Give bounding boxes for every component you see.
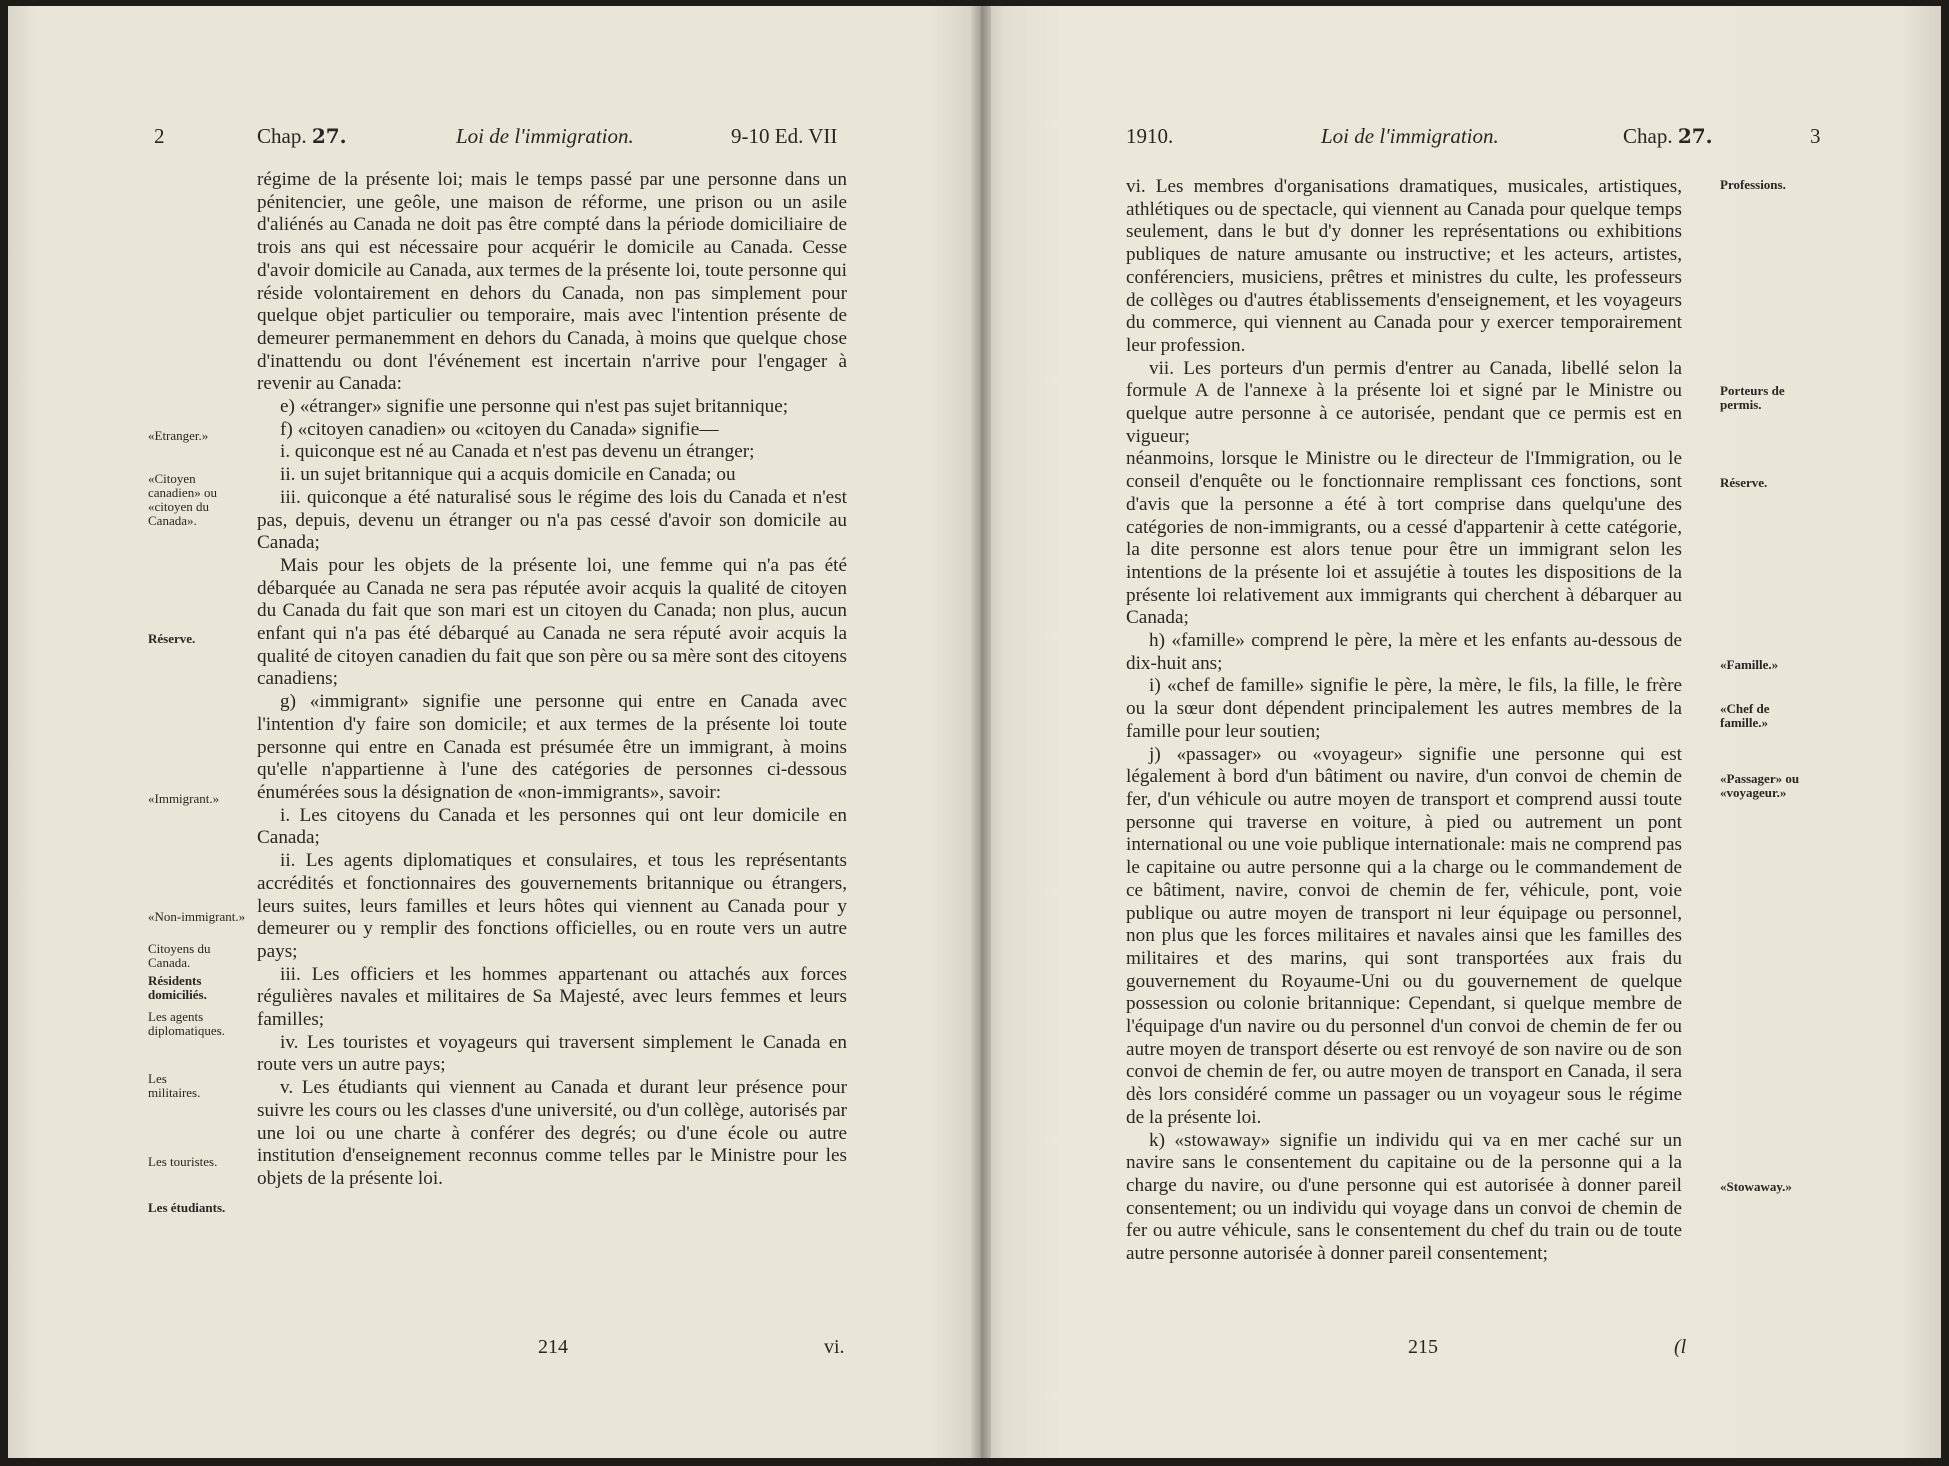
margin-note: «Passager» ou «voyageur.»	[1720, 771, 1800, 800]
catchword: vi.	[824, 1336, 845, 1358]
margin-note: Les agents diplomatiques.	[148, 1009, 225, 1038]
margin-note: Réserve.	[1720, 475, 1768, 490]
year-label: 1910.	[1126, 124, 1174, 148]
chapter-label: Chap. 27.	[257, 124, 347, 148]
paragraph: v. Les étudiants qui viennent au Canada et durant leur présence pour suivre les cours ou les classes d'une université, ou d'un collège, autorisés par une loi ou une charte à conférer des degrés; ou d'une école ou autre institution d'enseignement reconnus comme telles par le Ministre pour les objets de la présente loi.	[257, 1077, 847, 1189]
paragraph: ii. un sujet britannique qui a acquis domicile en Canada; ou	[280, 464, 736, 486]
chapter-label: Chap. 27.	[1623, 124, 1713, 148]
margin-note: «Immigrant.»	[148, 791, 220, 806]
paragraph: vi. Les membres d'organisations dramatiques, musicales, artistiques, athlétiques ou de spectacle, qui viennent au Canada pour quelque temps seulement, dans le but d'y donner les représentations ou exhibitions publiques de nature amusante ou instructive; et les acteurs, artistes, conférenciers, musiciens, prêtres et ministres du culte, les professeurs de collèges ou d'autres établissements d'enseignement, et les voyageurs du commerce, qui viennent au Canada pour y exercer temporairement leur profession.	[1126, 176, 1682, 356]
left-page	[8, 6, 980, 1458]
paragraph: Mais pour les objets de la présente loi, une femme qui n'a pas été débarquée au Canada ne sera pas réputée avoir acquis la qualité de citoyen du Canada du fait que son mari est un citoyen du Canada; non plus, aucun enfant qui n'a pas été débarqué au Canada ne sera réputé avoir acquis la qualité de citoyen canadien du fait que son père ou sa mère sont des citoyens canadiens;	[257, 554, 847, 690]
margin-note: «Famille.»	[1720, 657, 1779, 672]
edition-label: 9-10 Ed. VII	[731, 124, 838, 148]
right-page	[980, 6, 1941, 1458]
paragraph: régime de la présente loi; mais le temps passé par une personne dans un pénitencier, une geôle, une maison de réforme, une prison ou un asile d'aliénés au Canada ne doit pas être compté dans la période domiciliaire de trois ans qui est nécessaire pour acquérir le domicile au Canada. Cesse d'avoir domicile au Canada, aux termes de la présente loi, toute personne qui réside volontairement en dehors du Canada, non pas simplement pour quelque objet particulier ou temporaire, mais avec l'intention présente de demeurer permanemment en dehors du Canada, à moins que quelque chose d'inattendu ou dont l'événement est incertain n'arrive pour l'engager à revenir au Canada:	[257, 169, 847, 395]
paragraph: néanmoins, lorsque le Ministre ou le directeur de l'Immigration, ou le conseil d'enquête ou le fonctionnaire remplissant ces fonctions, sont d'avis que la personne a été à tort comprise dans quelqu'une des catégories de non-immigrants, ou a cessé d'appartenir à cette catégorie, la dite personne est alors tenue pour être un immigrant selon les intentions de la présente loi et assujétie à toutes les dispositions de la présente loi relativement aux immigrants qui cherchent à débarquer au Canada;	[1126, 448, 1682, 629]
book-gutter	[971, 6, 991, 1458]
paragraph: vii. Les porteurs d'un permis d'entrer au Canada, libellé selon la formule A de l'annexe à la présente loi et signé par le Ministre ou quelque autre personne à ce autorisée, pendant que ce permis est en vigueur;	[1126, 357, 1682, 447]
paragraph: e) «étranger» signifie une personne qui n'est pas sujet britannique;	[280, 396, 789, 418]
left-body-text	[257, 169, 847, 1191]
paragraph: iii. Les officiers et les hommes appartenant ou attachés aux forces régulières navales et militaires de Sa Majesté, avec leurs femmes et leurs familles;	[257, 963, 847, 1031]
margin-note: «Etranger.»	[148, 428, 209, 443]
page-number: 2	[154, 124, 165, 148]
paragraph: iii. quiconque a été naturalisé sous le régime des lois du Canada et n'est pas, depuis, devenu un étranger ou n'a pas cessé d'avoir son domicile au Canada;	[257, 486, 847, 554]
margin-note: Professions.	[1720, 177, 1786, 192]
paragraph: i. quiconque est né au Canada et n'est pas devenu un étranger;	[280, 441, 755, 463]
margin-note: Les touristes.	[148, 1154, 218, 1169]
page-reference: 215	[1408, 1336, 1438, 1358]
margin-note: Porteurs de permis.	[1720, 383, 1785, 412]
running-title: Loi de l'immigration.	[1321, 124, 1499, 148]
margin-note: Citoyens du Canada.	[148, 941, 211, 970]
paragraph: h) «famille» comprend le père, la mère et les enfants au-dessous de dix-huit ans;	[1126, 630, 1682, 674]
paragraph: j) «passager» ou «voyageur» signifie une personne qui est légalement à bord d'un bâtiment ou navire, d'un convoi de chemin de fer, d'un véhicule ou autre moyen de transport et comprend aussi toute personne qui traverse en voiture, à pied ou autrement un pont international ou une voie publique internationale: mais ne comprend pas le capitaine ou autre personne qui a la charge ou le commandement de ce bâtiment, navire, convoi de chemin de fer, véhicule, pont, voie publique ou autre moyen de transport ni leur équipage ou personnel, non plus que les forces militaires et navales ainsi que les familles des militaires et des marins, qui sont transportées aux frais du gouvernement du Royaume-Uni ou du gouvernement de quelque possession ou colonie britannique: Cependant, si quelque membre de l'équipage d'un navire ou du personnel d'un convoi de chemin de fer ou autre moyen de transport déserte ou est renvoyé de son navire ou de son convoi de chemin de fer, ou autre moyen de transport en Canada, il sera dès lors considéré comme un passager ou un voyageur sous le régime de la présente loi.	[1126, 743, 1682, 1128]
paragraph: ii. Les agents diplomatiques et consulaires, et tous les représentants accrédités et fonctionnaires des gouvernements britannique ou étrangers, leurs suites, leurs familles et leurs hôtes qui viennent au Canada pour y demeurer ou y remplir des fonctions officielles, ou en route vers un autre pays;	[257, 850, 847, 962]
margin-note: Résidents domiciliés.	[148, 973, 207, 1002]
margin-note: Réserve.	[148, 631, 196, 646]
page-reference: 214	[538, 1336, 568, 1358]
margin-note: «Non-immigrant.»	[148, 909, 246, 924]
margin-note: «Chef de famille.»	[1720, 701, 1770, 730]
right-body-text	[1126, 176, 1682, 1266]
catchword: (l	[1674, 1336, 1687, 1358]
margin-note: Les militaires.	[148, 1071, 201, 1100]
paragraph: f) «citoyen canadien» ou «citoyen du Canada» signifie—	[280, 418, 719, 440]
margin-note: «Citoyen canadien» ou «citoyen du Canada».	[148, 471, 217, 528]
running-title: Loi de l'immigration.	[456, 124, 634, 148]
paragraph: iv. Les touristes et voyageurs qui traversent simplement le Canada en route vers un autre pays;	[257, 1031, 847, 1076]
book-spread	[8, 6, 1941, 1458]
paragraph: g) «immigrant» signifie une personne qui entre en Canada avec l'intention d'y faire son domicile; et aux termes de la présente loi toute personne qui entre en Canada est présumée être un immigrant, à moins qu'elle n'appartienne à l'une des catégories de personnes ci-dessous énumérées sous la désignation de «non-immigrants», savoir:	[257, 691, 847, 803]
paragraph: k) «stowaway» signifie un individu qui va en mer caché sur un navire sans le consentement du capitaine ou de la personne qui a la charge du navire, ou d'une personne qui est autorisée à donner pareil consentement; ou un individu qui voyage dans un convoi de chemin de fer ou autre véhicule, sans le consentement du chef du train ou de toute autre personne autorisée à donner pareil consentement;	[1126, 1129, 1682, 1265]
margin-note: Les étudiants.	[148, 1200, 226, 1215]
paragraph: i. Les citoyens du Canada et les personnes qui ont leur domicile en Canada;	[257, 804, 847, 849]
paragraph: i) «chef de famille» signifie le père, la mère, le fils, la fille, le frère ou la sœur dont dépendent principalement les autres membres de la famille pour leur soutien;	[1126, 675, 1682, 742]
page-number: 3	[1810, 124, 1821, 148]
margin-note: «Stowaway.»	[1720, 1179, 1792, 1194]
